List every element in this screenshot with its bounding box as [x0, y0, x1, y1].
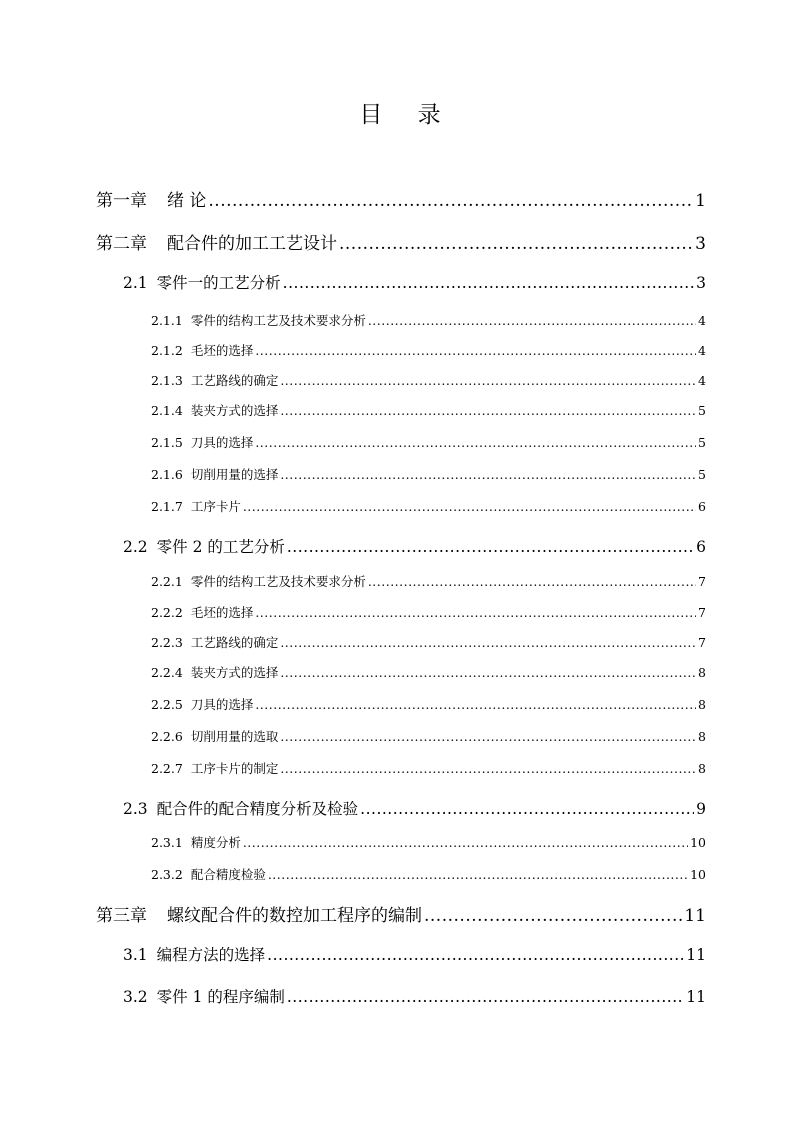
- toc-entry-title: 编程方法的选择: [156, 946, 266, 964]
- toc-entry-page: 7: [698, 605, 706, 620]
- toc-entry-number: 2.2.6: [151, 729, 183, 744]
- toc-entry[interactable]: [96, 901, 706, 926]
- toc-entry-page: 4: [698, 313, 706, 328]
- toc-leader-dots: [208, 191, 693, 211]
- toc-entry-number: 2.1.6: [151, 467, 183, 482]
- toc-entry-number: 2.1.3: [151, 373, 183, 388]
- toc-entry[interactable]: [96, 186, 706, 211]
- toc-entry-title: 毛坯的选择: [190, 605, 254, 620]
- toc-leader-dots: [280, 635, 696, 650]
- toc-entry[interactable]: [151, 727, 706, 745]
- toc-entry[interactable]: [151, 833, 706, 851]
- toc-leader-dots: [243, 835, 688, 850]
- toc-leader-dots: [368, 574, 696, 589]
- toc-entry-number: 2.3.2: [151, 867, 183, 882]
- toc-entry-number: 第一章: [96, 191, 147, 211]
- toc-leader-dots: [280, 665, 696, 680]
- toc-entry[interactable]: [151, 603, 706, 621]
- toc-entry-title: 配合件的加工工艺设计: [167, 234, 337, 254]
- toc-leader-dots: [339, 234, 693, 254]
- toc-entry[interactable]: [151, 663, 706, 681]
- toc-entry-number: 2.2.2: [151, 605, 183, 620]
- toc-entry-page: 9: [696, 800, 706, 818]
- toc-leader-dots: [255, 435, 696, 450]
- toc-entry-number: 2.1.4: [151, 403, 183, 418]
- toc-entry-title: 零件 2 的工艺分析: [156, 538, 285, 556]
- toc-entry-title: 刀具的选择: [190, 697, 254, 712]
- toc-entry[interactable]: [151, 633, 706, 651]
- toc-entry-page: 5: [698, 467, 706, 482]
- toc-entry-page: 4: [698, 343, 706, 358]
- toc-leader-dots: [280, 729, 696, 744]
- toc-entry-page: 10: [690, 867, 706, 882]
- toc-entry-number: 第二章: [96, 234, 147, 254]
- toc-entry-title: 零件的结构工艺及技术要求分析: [190, 574, 366, 589]
- toc-entry[interactable]: [151, 497, 706, 515]
- toc-entry-title: 配合件的配合精度分析及检验: [156, 800, 359, 818]
- toc-entry[interactable]: [151, 572, 706, 590]
- toc-entry-page: 8: [698, 697, 706, 712]
- toc-entry-title: 零件 1 的程序编制: [156, 988, 285, 1006]
- toc-entry-title: 螺纹配合件的数控加工程序的编制: [167, 906, 422, 926]
- toc-entry-page: 10: [690, 835, 706, 850]
- toc-entry-number: 2.3.1: [151, 835, 183, 850]
- toc-entry-title: 装夹方式的选择: [190, 403, 279, 418]
- toc-entry-title: 毛坯的选择: [190, 343, 254, 358]
- toc-leader-dots: [360, 800, 694, 818]
- toc-entry[interactable]: [151, 465, 706, 483]
- toc-entry[interactable]: [151, 341, 706, 359]
- toc-entry[interactable]: [123, 535, 706, 557]
- toc-entry[interactable]: [123, 985, 706, 1007]
- toc-entry-number: 2.1.7: [151, 499, 183, 514]
- toc-leader-dots: [287, 538, 694, 556]
- toc-entry-page: 11: [684, 906, 706, 926]
- toc-entry-page: 8: [698, 761, 706, 776]
- toc-entry-number: 2.2.5: [151, 697, 183, 712]
- toc-leader-dots: [255, 605, 696, 620]
- toc-entry[interactable]: [151, 433, 706, 451]
- toc-leader-dots: [255, 697, 696, 712]
- toc-entry-page: 3: [695, 234, 706, 254]
- toc-entry-page: 4: [698, 373, 706, 388]
- toc-entry[interactable]: [123, 943, 706, 965]
- toc-entry-number: 2.1: [123, 274, 148, 292]
- toc-entry[interactable]: [151, 311, 706, 329]
- toc-entry-page: 5: [698, 403, 706, 418]
- toc-leader-dots: [280, 373, 696, 388]
- toc-entry-title: 零件一的工艺分析: [156, 274, 281, 292]
- toc-entry[interactable]: [151, 759, 706, 777]
- toc-leader-dots: [280, 761, 696, 776]
- page-title: 目 录: [359, 102, 455, 128]
- toc-entry-title: 切削用量的选择: [190, 467, 279, 482]
- toc-leader-dots: [280, 467, 696, 482]
- toc-leader-dots: [243, 499, 696, 514]
- toc-entry-title: 切削用量的选取: [190, 729, 279, 744]
- toc-entry-title: 工艺路线的确定: [190, 635, 279, 650]
- toc-entry-page: 7: [698, 635, 706, 650]
- toc-leader-dots: [283, 274, 694, 292]
- toc-entry-page: 6: [696, 538, 706, 556]
- toc-entry-title: 精度分析: [190, 835, 241, 850]
- toc-entry-page: 7: [698, 574, 706, 589]
- toc-entry-page: 11: [686, 988, 706, 1006]
- toc-leader-dots: [424, 906, 682, 926]
- toc-entry-number: 2.1.5: [151, 435, 183, 450]
- toc-entry-page: 1: [695, 191, 706, 211]
- toc-entry-title: 工序卡片的制定: [190, 761, 279, 776]
- toc-entry-number: 第三章: [96, 906, 147, 926]
- toc-leader-dots: [267, 946, 684, 964]
- toc-entry-number: 2.2.1: [151, 574, 183, 589]
- toc-entry-title: 工序卡片: [190, 499, 241, 514]
- toc-entry-number: 3.1: [123, 946, 148, 964]
- toc-entry-title: 刀具的选择: [190, 435, 254, 450]
- toc-leader-dots: [255, 343, 696, 358]
- toc-entry-page: 3: [696, 274, 706, 292]
- toc-leader-dots: [287, 988, 684, 1006]
- toc-entry-page: 11: [686, 946, 706, 964]
- toc-entry-title: 工艺路线的确定: [190, 373, 279, 388]
- toc-entry[interactable]: [151, 865, 706, 883]
- toc-entry[interactable]: [151, 371, 706, 389]
- toc-entry-page: 8: [698, 729, 706, 744]
- toc-leader-dots: [368, 313, 696, 328]
- toc-entry-title: 零件的结构工艺及技术要求分析: [190, 313, 366, 328]
- toc-entry[interactable]: [123, 271, 706, 293]
- toc-entry-page: 6: [698, 499, 706, 514]
- toc-entry[interactable]: [151, 401, 706, 419]
- toc-leader-dots: [280, 403, 696, 418]
- toc-entry-number: 2.3: [123, 800, 148, 818]
- toc-leader-dots: [268, 867, 688, 882]
- toc-entry-page: 5: [698, 435, 706, 450]
- toc-entry-title: 绪 论: [167, 191, 207, 211]
- toc-entry-title: 装夹方式的选择: [190, 665, 279, 680]
- toc-entry[interactable]: [123, 797, 706, 819]
- toc-entry-number: 2.2: [123, 538, 148, 556]
- toc-entry-number: 2.1.2: [151, 343, 183, 358]
- toc-entry-number: 2.2.3: [151, 635, 183, 650]
- toc-entry-number: 2.2.4: [151, 665, 183, 680]
- toc-entry-page: 8: [698, 665, 706, 680]
- toc-entry-number: 2.1.1: [151, 313, 183, 328]
- toc-entry[interactable]: [96, 229, 706, 254]
- toc-entry-title: 配合精度检验: [190, 867, 266, 882]
- toc-entry[interactable]: [151, 695, 706, 713]
- toc-entry-number: 3.2: [123, 988, 148, 1006]
- toc-entry-number: 2.2.7: [151, 761, 183, 776]
